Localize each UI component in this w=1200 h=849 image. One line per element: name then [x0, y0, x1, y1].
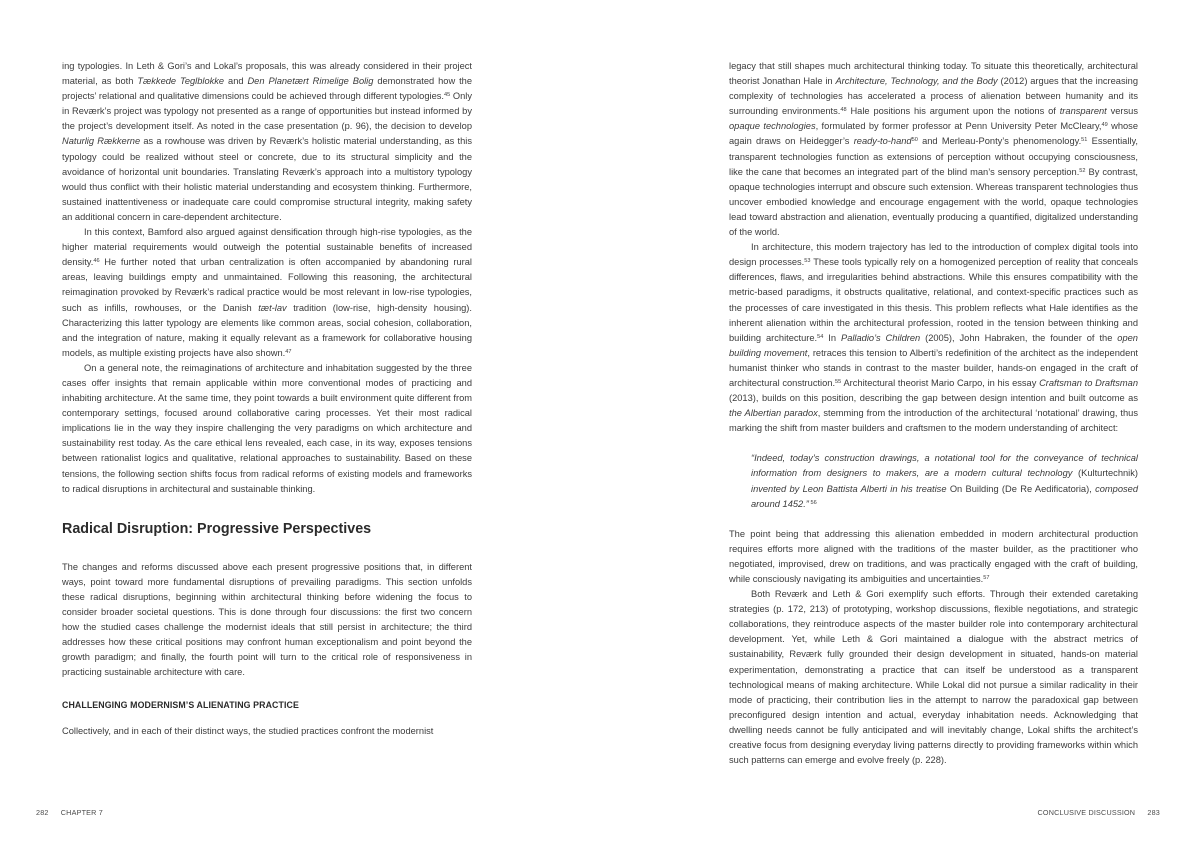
footnote-ref: 51 — [1081, 137, 1088, 144]
paragraph-text: and — [224, 76, 248, 87]
footnote-ref: 46 — [93, 258, 100, 265]
paragraph-italic-text: Den Planetært Rimelige Bolig — [247, 76, 374, 87]
paragraph-text: He further noted that urban centralization is often accompanied by abandoning rural areas, leaving buildings empty and unmaintained. Following this reasoning, the architectural reimagination provoked by Reværk’s radical practice would be most relevant in low-rise typologies, such as infills, rowhouses, or the Danish — [62, 257, 472, 313]
footnote-ref: 48 — [840, 107, 847, 114]
footnote-ref: 52 — [1079, 167, 1086, 174]
footnote-ref: 45 — [444, 92, 451, 99]
quote-italic-text: composed around 1452.” — [751, 483, 1138, 509]
footnote-ref: 47 — [285, 348, 292, 355]
body-paragraph — [729, 59, 1138, 240]
subsection-paragraph: Collectively, and in each of their distinct ways, the studied practices confront the modernist — [62, 725, 434, 736]
right-running-footer: CONCLUSIVE DISCUSSION — [1037, 808, 1136, 817]
paragraph-italic-text: open building movement — [729, 332, 1138, 358]
paragraph-text: and Merleau-Ponty’s phenomenology. — [917, 136, 1082, 147]
body-paragraph — [62, 361, 472, 497]
paragraph-text: Architectural theorist Mario Carpo, in his essay — [841, 377, 1040, 388]
body-paragraph — [729, 527, 1138, 587]
paragraph-text: In — [823, 332, 841, 343]
body-paragraph — [62, 225, 472, 361]
footnote-ref: 57 — [983, 575, 990, 581]
paragraph-text: whose again draws on Heidegger’s — [729, 121, 1138, 147]
paragraph-text: ing typologies. In Leth & Gori’s and Lokal’s proposals, this was already considered in their project material, as both — [62, 61, 472, 87]
paragraph-italic-text: tæt-lav — [258, 302, 287, 313]
paragraph-text: Essentially, transparent technologies function as extensions of perception without occupying consciousness, like the cane that becomes an integrated part of the blind man’s sensory perception. — [729, 136, 1138, 177]
quote-italic-text: invented by Leon Battista Alberti in his treatise — [751, 483, 947, 494]
left-page-number: 282 — [36, 808, 49, 817]
paragraph-text: demonstrated how the projects’ relational and qualitative dimensions could be achieved through different typologies. — [62, 76, 473, 102]
paragraph-text: , formulated by former professor at Penn University Peter McCleary, — [815, 121, 1102, 132]
right-page-footer — [1038, 808, 1160, 817]
body-paragraph — [62, 59, 472, 225]
right-page-number: 283 — [1147, 808, 1160, 817]
paragraph-text: tradition (low-rise, high-density housing). Characterizing this latter typology are elements like common areas, social cohesion, collaboration, and the integration of nature, making it equally relevant as a framework for collaborative housing models, as multiple existing projects have also shown. — [62, 302, 472, 358]
left-text-column — [62, 59, 472, 739]
footnote-ref: 56 — [808, 499, 817, 506]
paragraph-italic-text: opaque technologies — [729, 121, 816, 132]
paragraph-text: legacy that still shapes much architectural thinking today. To situate this theoretically, architectural theorist Jonathan Hale in — [729, 61, 1138, 87]
right-page — [600, 0, 1200, 849]
paragraph-text: On a general note, the reimaginations of architecture and inhabitation suggested by the three cases offer insights that remain applicable within more conventional modes of practicing and inhabiting architecture. At the same time, they point towards a built environment quite different from contemporary settings, focused around collaborative caring processes. Yet their most radical implications lie in the way they inspire challenging the very paradigms on which architecture and sustainability rest today. As the care ethical lens revealed, each case, in its way, exposes tensions between rationalist logics and qualitative, relational approaches to sustainability. Based on these tensions, the following section shifts focus from radical reforms of existing models and frameworks to radical disruptions in architectural and sustainable thinking. — [62, 362, 472, 494]
paragraph-text: (2012) argues that the increasing complexity of technologies has accelerated a process of alienation between humanity and its surrounding environments. — [729, 76, 1139, 117]
section-heading: Radical Disruption: Progressive Perspectives — [62, 520, 372, 537]
paragraph-text: (2013), builds on this position, describing the gap between design intention and built outcome as — [729, 393, 1138, 404]
paragraph-text: By contrast, opaque technologies interrupt and obscure such extension. Whereas transparent technologies thus uncover embodied knowledge and encourage engagement with the world, opaque technologies lead toward abstraction and alienation, eventually producing a quantified, digitalized understanding of the world. — [729, 166, 1139, 238]
paragraph-italic-text: ready-to-hand — [853, 136, 912, 147]
paragraph-text: Only in Reværk’s project was typology not presented as a range of opportunities but instead informed by the project’s development itself. As noted in the case presentation (p. 96), the decision to develop — [62, 91, 472, 132]
paragraph-text: The point being that addressing this alienation embedded in modern architectural production requires efforts more aligned with the traditions of the master builder, as the practitioner who negotiated, improvised, drew on traditions, and was practically engaged with the craft of building, while consciously navigating its ambiguities and uncertainties. — [729, 528, 1138, 584]
left-body-paragraphs — [62, 59, 472, 497]
paragraph-text: (2005), John Habraken, the founder of the — [920, 332, 1118, 343]
paragraph-text: In architecture, this modern trajectory has led to the introduction of complex digital tools into design processes. — [729, 242, 1138, 268]
left-page-footer — [36, 808, 103, 817]
left-running-footer: CHAPTER 7 — [60, 808, 103, 817]
paragraph-text: as a rowhouse was driven by Reværk’s holistic material understanding, as this typology could be realized without steel or concrete, due to its structural simplicity and the avoidance of horizontal unit boundaries. Translating Reværk’s approach into a multistory typology would thus conflict with their holistic material understanding and ecosystem thinking. Furthermore, sustained inattentiveness or inadequate care could compromise structural integrity, making safety an additional concern in care-dependent architecture. — [62, 136, 472, 222]
section-intro-paragraph: The changes and reforms discussed above each present progressive positions that, in different ways, point toward more fundamental disruptions of prevailing paradigms. This section unfolds these radical disruptions, beginning within architectural thinking before widening the focus to consider broader societal questions. This is done through four discussions: the first two concern how the studied cases challenge the modernist ideals that still persist in architecture; the third addresses how these critical positions may confront human exceptionalism and point beyond the growth paradigm; and finally, the fourth point will turn to the critical role of responsiveness in practicing sustainable architecture with care. — [62, 561, 472, 678]
body-paragraph — [729, 587, 1138, 768]
paragraph-text: These tools typically rely on a homogenized perception of reality that conceals differences, flaws, and irregularities behind abstractions. While this ensures compatibility with the metric-based paradigms, it obstructs qualitative, relational, and context-specific practices such as the processes of care investigated in this thesis. This problem reflects what Hale identifies as the inherent alienation within the architectural profession, rooted in the tension between thinking and building architecture. — [729, 257, 1138, 343]
paragraph-italic-text: Tækkede Teglblokke — [137, 76, 225, 87]
footnote-ref: 55 — [835, 378, 842, 385]
paragraph-text: , retraces this tension to Alberti’s redefinition of the architect as the independent humanist thinker who stands in contrast to the master builder, hands-on engaged in the craft of architectural construction. — [729, 347, 1138, 388]
paragraph-text: In this context, Bamford also argued against densification through high-rise typologies, as the higher material requirements would outweigh the potential sustainable benefits of increased density. — [62, 227, 472, 268]
quote-text: On Building (De Re Aedificatoria), — [946, 483, 1096, 494]
quote-italic-text: “Indeed, today’s construction drawings, a notational tool for the conveyance of technical information from designers to makers, are a modern cultural technology — [751, 453, 1138, 479]
paragraph-text: versus — [1106, 106, 1138, 117]
paragraph-text: , stemming from the introduction of the architectural ‘notational’ drawing, thus marking the shift from master builders and craftsmen to the modern understanding of architect: — [729, 408, 1138, 434]
paragraph-italic-text: transparent — [1059, 106, 1107, 117]
quote-text: (Kulturtechnik) — [1072, 468, 1138, 479]
paragraph-text: Hale positions his argument upon the notions of — [846, 106, 1060, 117]
subsection-heading: CHALLENGING MODERNISM’S ALIENATING PRACTICE — [62, 700, 299, 711]
right-text-column — [729, 59, 1138, 768]
paragraph-italic-text: Craftsman to Draftsman — [1039, 377, 1138, 388]
paragraph-italic-text: Palladio’s Children — [841, 332, 921, 343]
paragraph-text: Both Reværk and Leth & Gori exemplify such efforts. Through their extended caretaking strategies (p. 172, 213) of prototyping, workshop discussions, flexible negotiations, and strategic collaborations, they reintroduce aspects of the master builder role into contemporary architectural development. Yet, while Leth & Gori maintained a dialogue with the abstract metrics of sustainability, Reværk fully grounded their design development in situated, hands-on material experimentation, demonstrating a practice that can itself be understood as a transparent technological means of making architecture. While Lokal did not pursue a similar radicality in their mode of practicing, their contribution lies in the attempt to narrow the paradoxical gap between preconfigured design intention and actual, everyday inhabitation needs. Acknowledging that dwelling needs cannot be fully anticipated and will inevitably change, Lokal shifts the architect’s creative focus from designing everyday living patterns directly to providing frameworks within which such patterns can emerge and evolve freely (p. 228). — [729, 589, 1138, 766]
footnote-ref: 49 — [1101, 122, 1108, 129]
footnote-ref: 54 — [817, 333, 824, 340]
body-paragraph — [729, 240, 1138, 436]
paragraph-italic-text: Architecture, Technology, and the Body — [835, 76, 998, 87]
right-body-paragraphs — [729, 59, 1138, 436]
right-body-paragraphs-after-quote — [729, 527, 1138, 769]
paragraph-italic-text: Naturlig Rækkerne — [62, 136, 141, 147]
block-quote — [751, 451, 1138, 511]
paragraph-italic-text: the Albertian paradox — [729, 408, 818, 419]
footnote-ref: 53 — [804, 258, 811, 265]
footnote-ref: 50 — [911, 137, 918, 144]
